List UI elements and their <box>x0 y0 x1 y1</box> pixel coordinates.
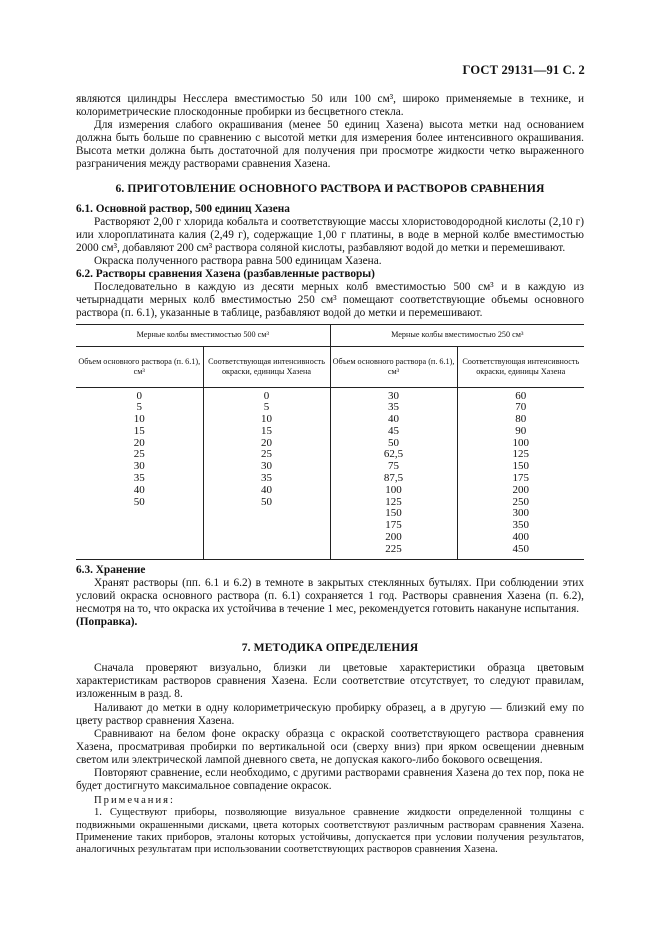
table-cell <box>203 520 330 532</box>
table-cell: 30 <box>133 460 145 473</box>
table-cell: 50 <box>203 497 330 509</box>
table-cell: 30 <box>203 461 330 473</box>
table-cell: 35 <box>330 402 457 414</box>
table-cell: 125 <box>457 449 584 461</box>
table-cell: 30 <box>330 387 457 402</box>
table-cell: 300 <box>457 508 584 520</box>
table-cell: 62,5 <box>330 449 457 461</box>
table-cell: 450 <box>457 544 584 559</box>
intro-paragraph-2: Для измерения слабого окрашивания (менее 50 единиц Хазена) высота метки над основанием должна быть больше по сравнению с высотой метки для измерения более интенсивного окрашивания. Высота метки должна быть достаточной для получения при просмотре жидкости четко выраженного разграничения между растворами сравнения Хазена. <box>76 119 584 171</box>
table-cell: 10 <box>133 413 145 426</box>
table-cell: 100 <box>330 485 457 497</box>
table-cell: 20 <box>203 438 330 450</box>
table-group-500: Мерные колбы вместимостью 500 см³ <box>76 324 330 346</box>
table-cell: 25 <box>203 449 330 461</box>
table-cell: 50 <box>133 495 145 508</box>
table-cell: 35 <box>203 473 330 485</box>
table-row <box>76 414 584 426</box>
table-row <box>76 508 584 520</box>
table-cell: 15 <box>133 424 145 437</box>
table-cell: 25 <box>133 448 145 461</box>
note-1: 1. Существуют приборы, позволяющие визуальное сравнение жидкости определенной толщины с подвижными окрашенными дисками, цвета которых соответствуют различным растворам сравнения Хазена. Применение таких приборов, эталоны которых устойчивы, допускается при условии получения результатов, аналогичных результатам при использовании соответствующих растворов сравнения Хазена. <box>76 807 584 855</box>
table-cell: 60 <box>457 387 584 402</box>
table-cell: 50 <box>330 438 457 450</box>
table-group-250: Мерные колбы вместимостью 250 см³ <box>330 324 584 346</box>
table-row <box>76 544 584 559</box>
table-cell <box>203 544 330 559</box>
table-cell: 175 <box>330 520 457 532</box>
table-row <box>76 473 584 485</box>
section-7-paragraph-1: Сначала проверяют визуально, близки ли цветовые характеристики образца цветовым характеристикам растворов сравнения Хазена. Если соответствие отсутствует, то следуют правилам, изложенным в разд. 8. <box>76 662 584 701</box>
table-cell: 87,5 <box>330 473 457 485</box>
subsection-6-2-text: Последовательно в каждую из десяти мерных колб вместимостью 500 см³ и в каждую из четырнадцати мерных колб вместимостью 250 см³ помещают соответствующие объемы основного раствора (п. 6.1), указанные в таблице, разбавляют водой до метки и перемешивают. <box>76 281 584 320</box>
section-7-paragraph-3: Сравнивают на белом фоне окраску образца с окраской соответствующего раствора сравнения Хазена, просматривая пробирки по вертикальной оси (сверху вниз) при ярком освещении дневным светом или электрической лампой дневного света, не допуская какого-либо бокового освещения. <box>76 727 584 766</box>
table-row <box>76 449 584 461</box>
table-col-intensity-500: Соответствующая интенсивность окраски, единицы Хазена <box>203 346 330 387</box>
table-cell: 0 <box>203 387 330 402</box>
table-cell: 70 <box>457 402 584 414</box>
notes-title: Примечания: <box>94 795 175 807</box>
table-cell <box>203 508 330 520</box>
table-row <box>76 532 584 544</box>
table-row <box>76 520 584 532</box>
subsection-6-1-note: Окраска полученного раствора равна 500 единицам Хазена. <box>94 255 382 268</box>
subsection-6-1-title: 6.1. Основной раствор, 500 единиц Хазена <box>76 202 290 215</box>
subsection-6-3-title: 6.3. Хранение <box>76 563 146 576</box>
table-cell: 40 <box>133 483 145 496</box>
table-cell: 10 <box>203 414 330 426</box>
table-cell: 15 <box>203 426 330 438</box>
table-cell <box>76 532 203 544</box>
notes-block <box>76 795 584 856</box>
table-row <box>76 461 584 473</box>
table-cell: 350 <box>457 520 584 532</box>
table-cell: 40 <box>203 485 330 497</box>
table-cell: 175 <box>457 473 584 485</box>
subsection-6-3-text: Хранят растворы (пп. 6.1 и 6.2) в темноте в закрытых стеклянных бутылях. При соблюдении этих условий окраска основного раствора (п. 6.1) сохраняется 1 год. Растворы сравнения Хазена (п. 6.2), несмотря на то, что окраска их устойчива в течение 1 мес, рекомендуется готовить накануне испытания. <box>76 576 584 615</box>
table-row <box>76 402 584 414</box>
page-header: ГОСТ 29131—91 С. 2 <box>462 63 585 77</box>
table-row <box>76 387 584 402</box>
table-cell: 80 <box>457 414 584 426</box>
page-content <box>76 93 584 856</box>
amendment-note: (Поправка). <box>76 616 138 629</box>
table-cell: 90 <box>457 426 584 438</box>
table-col-volume-500: Объем основного раствора (п. 6.1), см³ <box>76 346 203 387</box>
table-cell: 100 <box>457 438 584 450</box>
table-cell <box>203 532 330 544</box>
table-cell <box>76 544 203 559</box>
table-cell <box>76 508 203 520</box>
table-cell: 250 <box>457 497 584 509</box>
table-cell <box>76 520 203 532</box>
table-cell: 20 <box>133 436 145 449</box>
table-cell: 200 <box>457 485 584 497</box>
table-cell: 150 <box>330 508 457 520</box>
section-7-paragraph-2: Наливают до метки в одну колориметрическую пробирку образец, а в другую — близкий ему по цвету раствор сравнения Хазена. <box>76 701 584 727</box>
table-cell: 0 <box>136 389 142 402</box>
intro-paragraph-1: являются цилиндры Несслера вместимостью 50 или 100 см³, широко применяемые в технике, и колориметрические плоскодонные пробирки из бесцветного стекла. <box>76 93 584 119</box>
table-row <box>76 485 584 497</box>
table-cell: 5 <box>203 402 330 414</box>
section-7-title: 7. МЕТОДИКА ОПРЕДЕЛЕНИЯ <box>241 641 419 655</box>
table-col-volume-250: Объем основного раствора (п. 6.1), см³ <box>330 346 457 387</box>
subsection-6-2-title: 6.2. Растворы сравнения Хазена (разбавленные растворы) <box>76 268 375 281</box>
table-cell: 75 <box>330 461 457 473</box>
table-body <box>76 387 584 559</box>
table-cell: 200 <box>330 532 457 544</box>
table-cell: 40 <box>330 414 457 426</box>
section-6-title: 6. ПРИГОТОВЛЕНИЕ ОСНОВНОГО РАСТВОРА И РАСТВОРОВ СРАВНЕНИЯ <box>115 181 545 195</box>
table-cell: 150 <box>457 461 584 473</box>
hazen-table <box>76 324 584 560</box>
table-cell: 125 <box>330 497 457 509</box>
subsection-6-1-text: Растворяют 2,00 г хлорида кобальта и соответствующие массы хлористоводородной кислоты (2,10 г) или хлороплатината калия (2,49 г), содержащие 1,00 г платины, в воде в мерной колбе вместимостью 2000 см³, добавляют 200 см³ раствора соляной кислоты, разбавляют водой до метки и перемешивают. <box>76 215 584 254</box>
section-7-paragraph-4: Повторяют сравнение, если необходимо, с другими растворами сравнения Хазена до тех пор, пока не будет достигнуто максимальное совпадение окрасок. <box>76 766 584 793</box>
table-row <box>76 426 584 438</box>
table-cell: 5 <box>136 401 142 414</box>
table-row <box>76 497 584 509</box>
table-cell: 400 <box>457 532 584 544</box>
table-cell: 225 <box>330 544 457 559</box>
table-col-intensity-250: Соответствующая интенсивность окраски, единицы Хазена <box>457 346 584 387</box>
table-cell: 35 <box>133 472 145 485</box>
table-cell: 45 <box>330 426 457 438</box>
table-row <box>76 438 584 450</box>
